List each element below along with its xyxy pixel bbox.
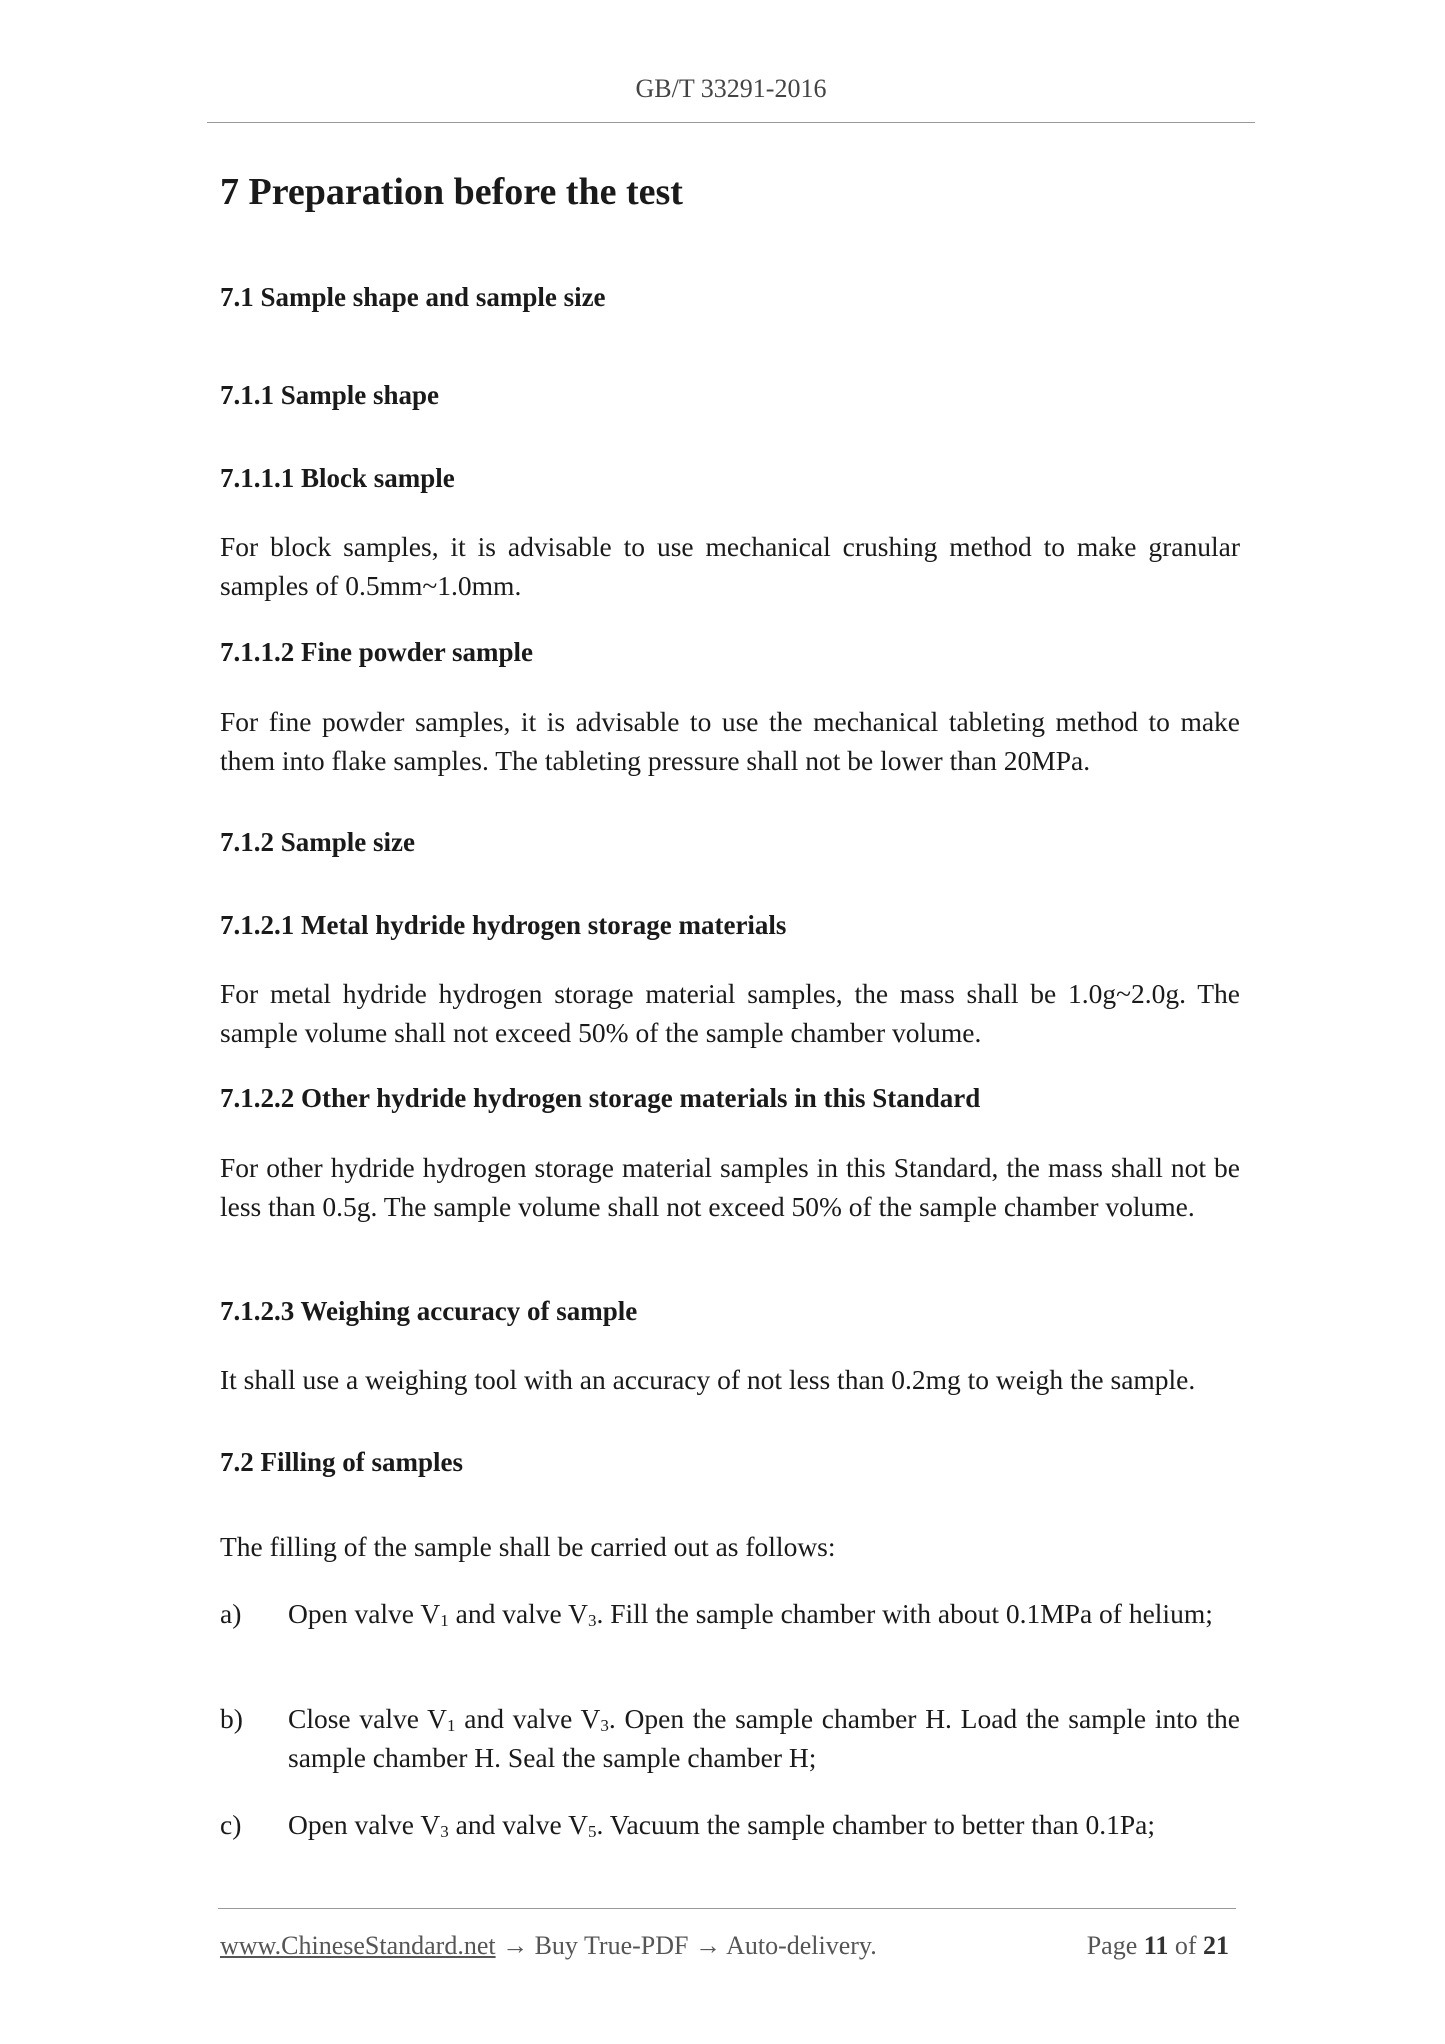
total-pages: 21 (1203, 1931, 1229, 1960)
heading-7-2: 7.2 Filling of samples (220, 1447, 464, 1477)
list-item: b) Close valve $V_1$ and valve $V_3$. Open the sample chamber H. Load the sample into the sample chamber H. Seal the sample chamber H; (254, 1700, 1240, 1777)
current-page: 11 (1143, 1931, 1169, 1960)
heading-7-1: 7.1 Sample shape and sample size (220, 282, 606, 312)
arrow-icon: → (695, 1931, 721, 1960)
heading-7-1-1-1: 7.1.1.1 Block sample (220, 463, 455, 493)
paragraph-weighing: It shall use a weighing tool with an accuracy of not less than 0.2mg to weigh the sample. (220, 1364, 1196, 1395)
page-indicator: Page 11 of 21 (1086, 1931, 1229, 1960)
header-divider (207, 122, 1255, 123)
auto-delivery-text: Auto-delivery. (726, 1931, 877, 1960)
list-item-label: c) (220, 1809, 242, 1840)
heading-7-1-2-1: 7.1.2.1 Metal hydride hydrogen storage materials (220, 910, 787, 940)
paragraph-fine-powder: For fine powder samples, it is advisable to use the mechanical tableting method to make them into flake samples. The tableting pressure shall not be lower than 20MPa. (220, 706, 1240, 776)
paragraph-metal-hydride: For metal hydride hydrogen storage material samples, the mass shall be 1.0g~2.0g. The sample volume shall not exceed 50% of the sample chamber volume. (220, 978, 1240, 1048)
buy-true-pdf-text: Buy True-PDF (534, 1931, 689, 1960)
list-item: c) Open valve $V_3$ and valve $V_5$. Vacuum the sample chamber to better than 0.1Pa; (254, 1806, 1240, 1845)
section-title: 7 Preparation before the test (220, 171, 683, 213)
heading-7-1-2-3: 7.1.2.3 Weighing accuracy of sample (220, 1296, 638, 1326)
page-header: GB/T 33291-2016 (635, 74, 827, 103)
list-item-label: a) (220, 1598, 242, 1629)
list-item: a) Open valve $V_1$ and valve $V_3$. Fill the sample chamber with about 0.1MPa of helium; (254, 1595, 1240, 1634)
heading-7-1-2: 7.1.2 Sample size (220, 827, 415, 857)
heading-7-1-2-2: 7.1.2.2 Other hydride hydrogen storage materials in this Standard (220, 1083, 981, 1113)
site-link[interactable]: www.ChineseStandard.net (220, 1931, 496, 1960)
arrow-icon: → (502, 1931, 529, 1960)
paragraph-filling-intro: The filling of the sample shall be carried out as follows: (220, 1531, 836, 1562)
footer-divider (218, 1908, 1236, 1909)
heading-7-1-1: 7.1.1 Sample shape (220, 380, 440, 410)
heading-7-1-1-2: 7.1.1.2 Fine powder sample (220, 637, 534, 667)
paragraph-block-sample: For block samples, it is advisable to use mechanical crushing method to make granular samples of 0.5mm~1.0mm. (220, 531, 1240, 601)
footer-left (220, 1931, 877, 1961)
list-item-label: b) (220, 1703, 243, 1734)
paragraph-other-hydride: For other hydride hydrogen storage material samples in this Standard, the mass shall not be less than 0.5g. The sample volume shall not exceed 50% of the sample chamber volume. (220, 1152, 1240, 1222)
